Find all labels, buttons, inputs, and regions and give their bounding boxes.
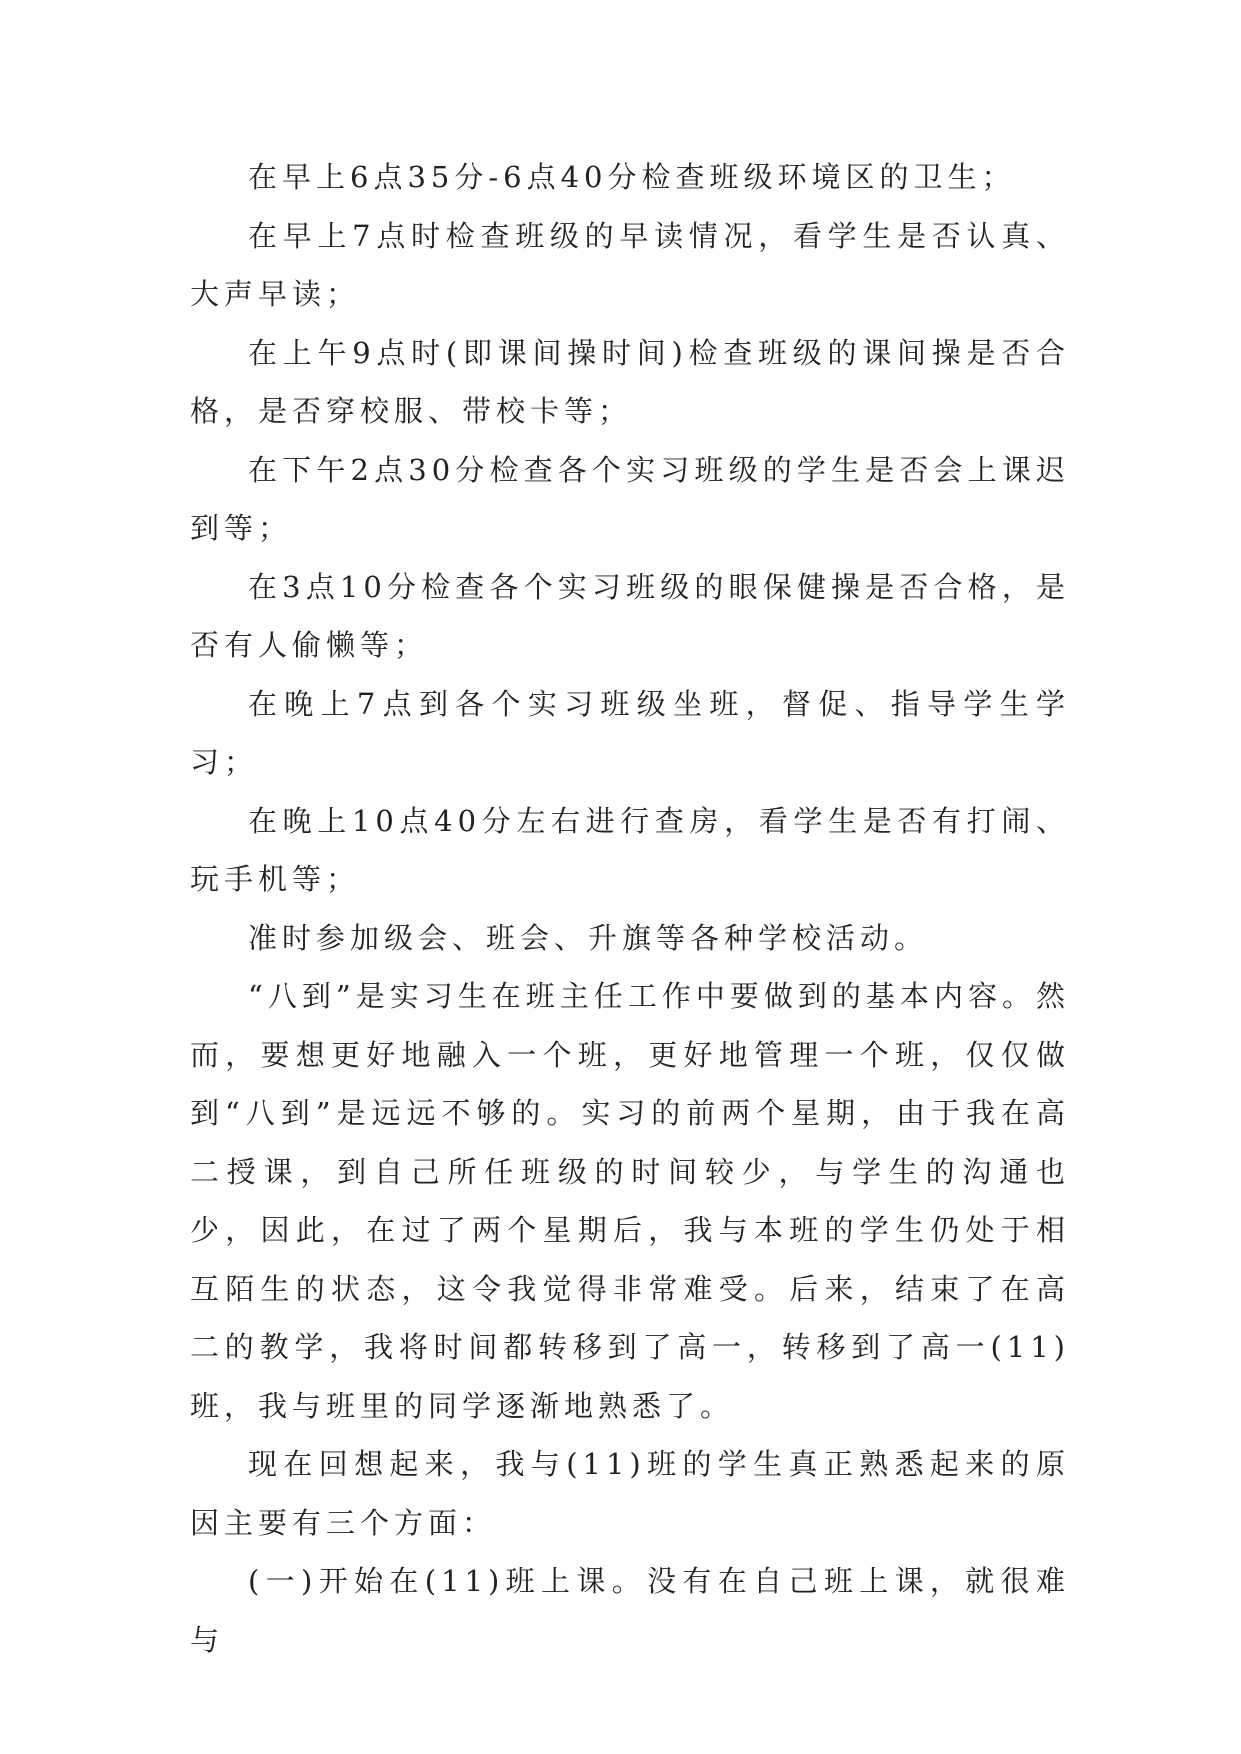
paragraph-exercise-check: 在上午9点时(即课间操时间)检查班级的课间操是否合格，是否穿校服、带校卡等； — [190, 335, 1070, 428]
paragraph-dorm-inspection: 在晚上10点40分左右进行查房，看学生是否有打闹、玩手机等； — [190, 803, 1070, 896]
paragraph-eye-exercise-check: 在3点10分检查各个实习班级的眼保健操是否合格，是否有人偷懒等； — [190, 569, 1070, 662]
paragraph-eight-tasks-reflection: “八到”是实习生在班主任工作中要做到的基本内容。然而，要想更好地融入一个班，更好地管理一个班，仅仅做到“八到”是远远不够的。实习的前两个星期，由于我在高二授课，到自己所任班级的时间较少，与学生的沟通也少，因此，在过了两个星期后，我与本班的学生仍处于相互陌生的状态，这令我觉得非常难受。后来，结束了在高二的教学，我将时间都转移到了高一，转移到了高一(11)班，我与班里的同学逐渐地熟悉了。 — [190, 979, 1070, 1423]
document-body — [190, 148, 1070, 1669]
paragraph-morning-hygiene-check: 在早上6点35分-6点40分检查班级环境区的卫生； — [248, 160, 1016, 194]
paragraph-school-activities: 准时参加级会、班会、升旗等各种学校活动。 — [248, 920, 929, 955]
paragraph-reason-one: (一)开始在(11)班上课。没有在自己班上课，就很难与 — [190, 1564, 1070, 1657]
paragraph-morning-reading-check: 在早上7点时检查班级的早读情况，看学生是否认真、大声早读； — [190, 218, 1070, 311]
paragraph-evening-study-supervision: 在晚上7点到各个实习班级坐班，督促、指导学生学习； — [190, 686, 1070, 779]
paragraph-afternoon-lateness-check: 在下午2点30分检查各个实习班级的学生是否会上课迟到等； — [190, 452, 1070, 545]
paragraph-three-reasons-intro: 现在回想起来，我与(11)班的学生真正熟悉起来的原因主要有三个方面： — [190, 1447, 1070, 1540]
